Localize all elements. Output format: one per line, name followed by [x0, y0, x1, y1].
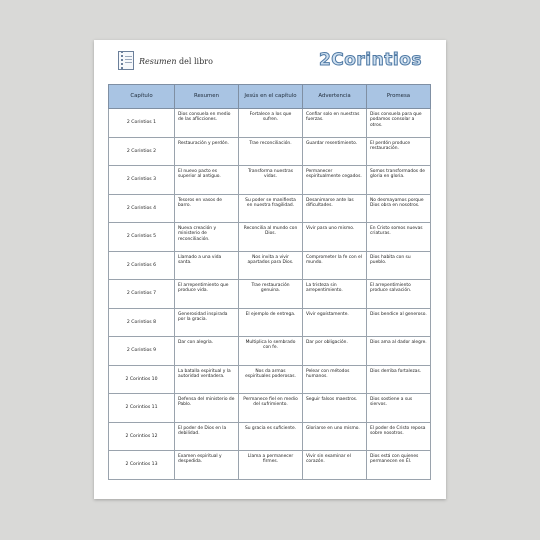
table-row [109, 365, 431, 394]
warning-cell: Vivir sin examinar el corazón. [303, 451, 367, 480]
warning-cell: Gloriarse en uno mismo. [303, 422, 367, 451]
promise-cell: El perdón produce restauración. [367, 137, 431, 166]
promise-cell: El poder de Cristo reposa sobre nosotros. [367, 422, 431, 451]
warning-cell: Vivir para uno mismo. [303, 223, 367, 252]
promise-cell: En Cristo somos nuevas criaturas. [367, 223, 431, 252]
jesus-cell: Nos invita a vivir apartados para Dios. [239, 251, 303, 280]
worksheet-page [94, 40, 446, 499]
table-row [109, 280, 431, 309]
book-title: 2Corintios [318, 50, 422, 70]
summary-cell: El nuevo pacto es superior al antiguo. [175, 166, 239, 195]
warning-cell: Desanimarse ante las dificultades. [303, 194, 367, 223]
promise-cell: Dios habita con su pueblo. [367, 251, 431, 280]
column-header: Jesús en el capítulo [239, 85, 303, 109]
column-header: Capítulo [109, 85, 175, 109]
summary-cell: Dar con alegría. [175, 337, 239, 366]
column-header: Promesa [367, 85, 431, 109]
table-row [109, 337, 431, 366]
summary-cell: Generosidad inspirada por la gracia. [175, 308, 239, 337]
chapter-cell: 2 Corintios 10 [109, 365, 175, 394]
jesus-cell: Fortalece a los que sufren. [239, 109, 303, 138]
table-row [109, 109, 431, 138]
promise-cell: Dios ama al dador alegre. [367, 337, 431, 366]
chapter-cell: 2 Corintios 7 [109, 280, 175, 309]
chapter-cell: 2 Corintios 8 [109, 308, 175, 337]
summary-cell: El poder de Dios en la debilidad. [175, 422, 239, 451]
jesus-cell: Su gracia es suficiente. [239, 422, 303, 451]
promise-cell: No desmayamos porque Dios obra en nosotros. [367, 194, 431, 223]
promise-cell: Dios bendice al generoso. [367, 308, 431, 337]
jesus-cell: Reconcilia al mundo con Dios. [239, 223, 303, 252]
summary-cell: Nueva creación y ministerio de reconciliación. [175, 223, 239, 252]
promise-cell: Dios derriba fortalezas. [367, 365, 431, 394]
jesus-cell: Su poder se manifiesta en nuestra fragilidad. [239, 194, 303, 223]
warning-cell: Pelear con métodos humanos. [303, 365, 367, 394]
jesus-cell: Nos da armas espirituales poderosas. [239, 365, 303, 394]
table-row [109, 166, 431, 195]
warning-cell: Permanecer espiritualmente cegados. [303, 166, 367, 195]
summary-table [108, 84, 431, 480]
promise-cell: Somos transformados de gloria en gloria. [367, 166, 431, 195]
jesus-cell: Llama a permanecer firmes. [239, 451, 303, 480]
chapter-cell: 2 Corintios 4 [109, 194, 175, 223]
table-row [109, 223, 431, 252]
warning-cell: Vivir egoístamente. [303, 308, 367, 337]
jesus-cell: Transforma nuestras vidas. [239, 166, 303, 195]
table-row [109, 422, 431, 451]
summary-cell: La batalla espiritual y la autoridad verdadera. [175, 365, 239, 394]
chapter-cell: 2 Corintios 5 [109, 223, 175, 252]
warning-cell: Seguir falsos maestros. [303, 394, 367, 423]
summary-cell: Defensa del ministerio de Pablo. [175, 394, 239, 423]
warning-cell: Comprometer la fe con el mundo. [303, 251, 367, 280]
summary-cell: Dios consuela en medio de las aflicciones. [175, 109, 239, 138]
chapter-cell: 2 Corintios 3 [109, 166, 175, 195]
chapter-cell: 2 Corintios 9 [109, 337, 175, 366]
summary-cell: El arrepentimiento que produce vida. [175, 280, 239, 309]
jesus-cell: Trae restauración genuina. [239, 280, 303, 309]
chapter-cell: 2 Corintios 13 [109, 451, 175, 480]
table-row [109, 308, 431, 337]
warning-cell: La tristeza sin arrepentimiento. [303, 280, 367, 309]
promise-cell: Dios está con quienes permanecen en Él. [367, 451, 431, 480]
table-row [109, 451, 431, 480]
jesus-cell: El ejemplo de entrega. [239, 308, 303, 337]
notebook-icon [118, 51, 134, 70]
summary-cell: Llamado a una vida santa. [175, 251, 239, 280]
summary-cell: Restauración y perdón. [175, 137, 239, 166]
jesus-cell: Trae reconciliación. [239, 137, 303, 166]
promise-cell: El arrepentimiento produce salvación. [367, 280, 431, 309]
jesus-cell: Multiplica lo sembrado con fe. [239, 337, 303, 366]
chapter-cell: 2 Corintios 1 [109, 109, 175, 138]
page-header [94, 40, 446, 84]
table-row [109, 137, 431, 166]
table-header-row [109, 85, 431, 109]
table-row [109, 251, 431, 280]
chapter-cell: 2 Corintios 12 [109, 422, 175, 451]
table-row [109, 394, 431, 423]
summary-cell: Examen espiritual y despedida. [175, 451, 239, 480]
chapter-cell: 2 Corintios 2 [109, 137, 175, 166]
warning-cell: Dar por obligación. [303, 337, 367, 366]
promise-cell: Dios consuela para que podamos consolar a otros. [367, 109, 431, 138]
table-row [109, 194, 431, 223]
chapter-cell: 2 Corintios 6 [109, 251, 175, 280]
jesus-cell: Permanece fiel en medio del sufrimiento. [239, 394, 303, 423]
column-header: Advertencia [303, 85, 367, 109]
warning-cell: Guardar resentimiento. [303, 137, 367, 166]
warning-cell: Confiar solo en nuestras fuerzas. [303, 109, 367, 138]
promise-cell: Dios sostiene a sus siervos. [367, 394, 431, 423]
column-header: Resumen [175, 85, 239, 109]
chapter-cell: 2 Corintios 11 [109, 394, 175, 423]
summary-cell: Tesoros en vasos de barro. [175, 194, 239, 223]
brand-label: Resumen del libro [139, 57, 213, 66]
